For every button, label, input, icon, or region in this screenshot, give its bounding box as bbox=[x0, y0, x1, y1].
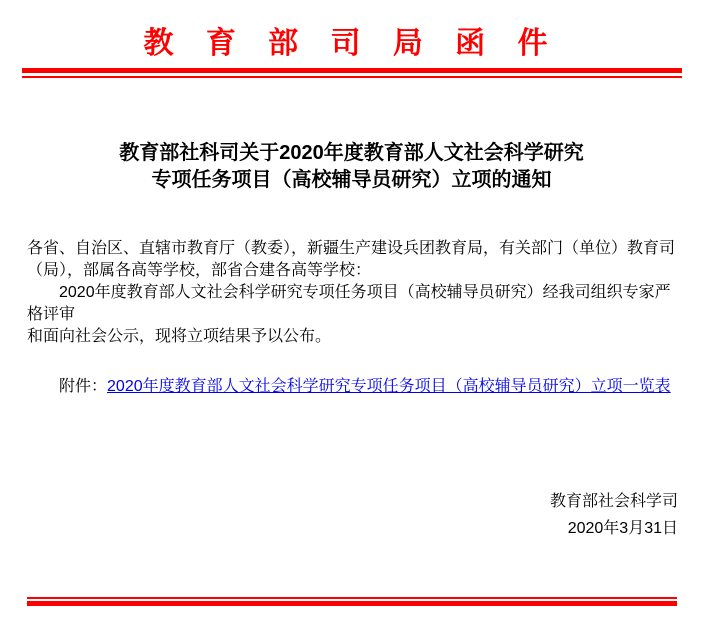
letterhead-title: 教 育 部 司 局 函 件 bbox=[143, 27, 560, 60]
body-line: 2020年度教育部人文社会科学研究专项任务项目（高校辅导员研究）经我司组织专家严格评审 bbox=[27, 284, 671, 323]
document-title-line-1: 教育部社科司关于2020年度教育部人文社会科学研究 bbox=[119, 142, 584, 164]
attachment-row bbox=[0, 376, 703, 398]
bottom-double-rule bbox=[27, 597, 677, 606]
body-line: 和面向社会公示，现将立项结果予以公布。 bbox=[27, 328, 332, 345]
body-text bbox=[0, 238, 703, 348]
signature-date: 2020年3月31日 bbox=[567, 520, 678, 537]
attachment-link[interactable]: 2020年度教育部人文社会科学研究专项任务项目（高校辅导员研究）立项一览表 bbox=[107, 378, 671, 395]
body-line: （局），部属各高等学校，部省合建各高等学校： bbox=[27, 262, 372, 279]
top-double-rule bbox=[22, 68, 682, 78]
attachment-label: 附件： bbox=[59, 378, 108, 395]
document-title-line-2: 专项任务项目（高校辅导员研究）立项的通知 bbox=[151, 169, 552, 191]
signature-department: 教育部社会科学司 bbox=[549, 493, 678, 510]
body-line: 各省、自治区、直辖市教育厅（教委），新疆生产建设兵团教育局，有关部门（单位）教育司 bbox=[27, 240, 676, 257]
signature-block bbox=[0, 488, 703, 542]
document-title bbox=[0, 140, 703, 194]
